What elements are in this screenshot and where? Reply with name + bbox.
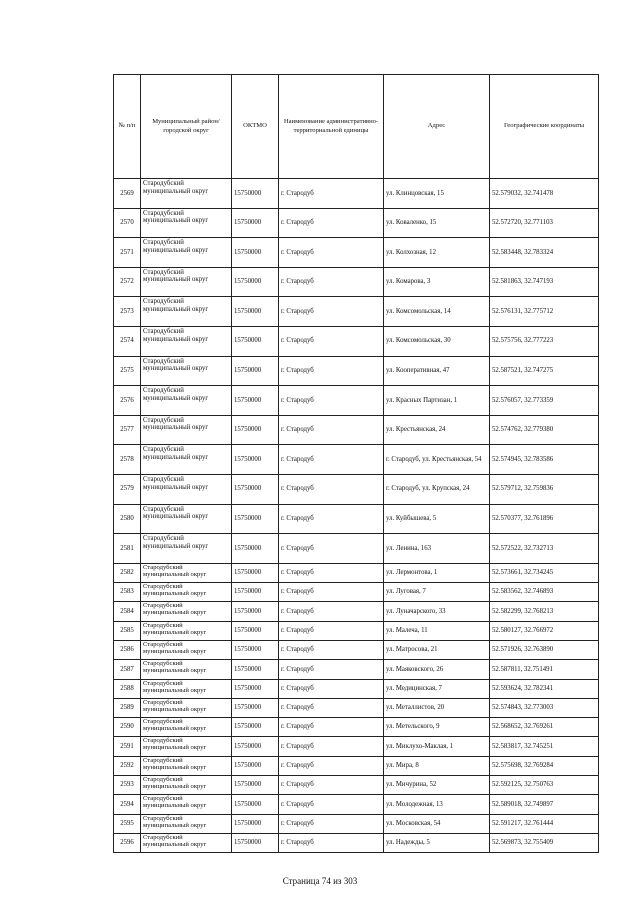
cell-number: 2581 bbox=[114, 534, 141, 564]
table-row bbox=[114, 660, 599, 679]
cell-address: ул. Ленина, 163 bbox=[384, 534, 490, 564]
cell-address: ул. Кооперативная, 47 bbox=[384, 356, 490, 386]
cell-unit: г. Стародуб bbox=[279, 326, 384, 356]
cell-address: ул. Красных Партизан, 1 bbox=[384, 386, 490, 416]
cell-number: 2593 bbox=[114, 775, 141, 794]
header-oktmo: ОКТМО bbox=[232, 75, 279, 179]
table-row bbox=[114, 356, 599, 386]
cell-coordinates: 52.589018, 32.749897 bbox=[490, 795, 599, 814]
cell-oktmo: 15750000 bbox=[232, 297, 279, 327]
table-row bbox=[114, 297, 599, 327]
cell-oktmo: 15750000 bbox=[232, 775, 279, 794]
cell-number: 2591 bbox=[114, 737, 141, 756]
cell-unit: г. Стародуб bbox=[279, 621, 384, 640]
cell-number: 2579 bbox=[114, 474, 141, 504]
table-row bbox=[114, 415, 599, 445]
cell-number: 2596 bbox=[114, 833, 141, 852]
cell-district: Стародубский муниципальный округ bbox=[141, 775, 232, 794]
cell-coordinates: 52.572522, 32.732713 bbox=[490, 534, 599, 564]
cell-district: Стародубский муниципальный округ bbox=[141, 833, 232, 852]
cell-coordinates: 52.583562, 32.746893 bbox=[490, 583, 599, 602]
cell-coordinates: 52.583448, 32.783324 bbox=[490, 238, 599, 268]
cell-unit: г. Стародуб bbox=[279, 814, 384, 833]
cell-number: 2580 bbox=[114, 504, 141, 534]
cell-coordinates: 52.582299, 32.768213 bbox=[490, 602, 599, 621]
cell-unit: г. Стародуб bbox=[279, 445, 384, 475]
cell-unit: г. Стародуб bbox=[279, 737, 384, 756]
cell-address: ул. Металлистов, 20 bbox=[384, 698, 490, 717]
cell-number: 2584 bbox=[114, 602, 141, 621]
cell-address: ул. Московская, 54 bbox=[384, 814, 490, 833]
cell-number: 2574 bbox=[114, 326, 141, 356]
cell-oktmo: 15750000 bbox=[232, 737, 279, 756]
cell-oktmo: 15750000 bbox=[232, 640, 279, 659]
cell-district: Стародубский муниципальный округ bbox=[141, 326, 232, 356]
cell-coordinates: 52.580127, 32.766972 bbox=[490, 621, 599, 640]
cell-district: Стародубский муниципальный округ bbox=[141, 640, 232, 659]
cell-coordinates: 52.571926, 32.763890 bbox=[490, 640, 599, 659]
cell-oktmo: 15750000 bbox=[232, 504, 279, 534]
cell-oktmo: 15750000 bbox=[232, 179, 279, 209]
cell-oktmo: 15750000 bbox=[232, 415, 279, 445]
cell-address: ул. Куйбышева, 5 bbox=[384, 504, 490, 534]
cell-unit: г. Стародуб bbox=[279, 563, 384, 582]
cell-oktmo: 15750000 bbox=[232, 326, 279, 356]
cell-unit: г. Стародуб bbox=[279, 718, 384, 737]
table-row bbox=[114, 756, 599, 775]
cell-coordinates: 52.568652, 32.769261 bbox=[490, 718, 599, 737]
table-row bbox=[114, 640, 599, 659]
cell-unit: г. Стародуб bbox=[279, 208, 384, 238]
cell-oktmo: 15750000 bbox=[232, 718, 279, 737]
cell-number: 2570 bbox=[114, 208, 141, 238]
cell-district: Стародубский муниципальный округ bbox=[141, 660, 232, 679]
table-row bbox=[114, 386, 599, 416]
table-row bbox=[114, 679, 599, 698]
cell-district: Стародубский муниципальный округ bbox=[141, 386, 232, 416]
cell-oktmo: 15750000 bbox=[232, 386, 279, 416]
cell-district: Стародубский муниципальный округ bbox=[141, 534, 232, 564]
cell-unit: г. Стародуб bbox=[279, 534, 384, 564]
cell-coordinates: 52.576131, 32.775712 bbox=[490, 297, 599, 327]
cell-coordinates: 52.575698, 32.769284 bbox=[490, 756, 599, 775]
cell-coordinates: 52.569873, 32.755409 bbox=[490, 833, 599, 852]
cell-address: ул. Надежды, 5 bbox=[384, 833, 490, 852]
table-row bbox=[114, 795, 599, 814]
cell-district: Стародубский муниципальный округ bbox=[141, 756, 232, 775]
cell-coordinates: 52.574843, 32.773003 bbox=[490, 698, 599, 717]
cell-district: Стародубский муниципальный округ bbox=[141, 621, 232, 640]
table-row bbox=[114, 737, 599, 756]
table-row bbox=[114, 621, 599, 640]
table-row bbox=[114, 563, 599, 582]
cell-number: 2592 bbox=[114, 756, 141, 775]
table-row bbox=[114, 602, 599, 621]
cell-district: Стародубский муниципальный округ bbox=[141, 795, 232, 814]
cell-coordinates: 52.576057, 32.773359 bbox=[490, 386, 599, 416]
cell-number: 2595 bbox=[114, 814, 141, 833]
table-row bbox=[114, 179, 599, 209]
cell-district: Стародубский муниципальный округ bbox=[141, 297, 232, 327]
cell-address: г. Стародуб, ул. Крупская, 24 bbox=[384, 474, 490, 504]
cell-coordinates: 52.593624, 32.782341 bbox=[490, 679, 599, 698]
page-number: Страница 74 из 303 bbox=[282, 876, 358, 886]
cell-unit: г. Стародуб bbox=[279, 698, 384, 717]
cell-number: 2589 bbox=[114, 698, 141, 717]
cell-district: Стародубский муниципальный округ bbox=[141, 563, 232, 582]
cell-unit: г. Стародуб bbox=[279, 833, 384, 852]
cell-district: Стародубский муниципальный округ bbox=[141, 718, 232, 737]
cell-coordinates: 52.583817, 32.745251 bbox=[490, 737, 599, 756]
cell-number: 2590 bbox=[114, 718, 141, 737]
cell-address: ул. Комарова, 3 bbox=[384, 267, 490, 297]
cell-coordinates: 52.572720, 32.771103 bbox=[490, 208, 599, 238]
cell-district: Стародубский муниципальный округ bbox=[141, 583, 232, 602]
cell-oktmo: 15750000 bbox=[232, 814, 279, 833]
cell-address: г. Стародуб, ул. Крестьянская, 54 bbox=[384, 445, 490, 475]
cell-number: 2569 bbox=[114, 179, 141, 209]
cell-number: 2594 bbox=[114, 795, 141, 814]
cell-oktmo: 15750000 bbox=[232, 445, 279, 475]
cell-district: Стародубский муниципальный округ bbox=[141, 238, 232, 268]
cell-unit: г. Стародуб bbox=[279, 640, 384, 659]
cell-number: 2587 bbox=[114, 660, 141, 679]
cell-oktmo: 15750000 bbox=[232, 356, 279, 386]
cell-unit: г. Стародуб bbox=[279, 238, 384, 268]
cell-district: Стародубский муниципальный округ bbox=[141, 814, 232, 833]
cell-unit: г. Стародуб bbox=[279, 267, 384, 297]
cell-district: Стародубский муниципальный округ bbox=[141, 679, 232, 698]
table-row bbox=[114, 504, 599, 534]
cell-coordinates: 52.579032, 32.741478 bbox=[490, 179, 599, 209]
cell-coordinates: 52.581863, 32.747193 bbox=[490, 267, 599, 297]
cell-oktmo: 15750000 bbox=[232, 621, 279, 640]
cell-oktmo: 15750000 bbox=[232, 756, 279, 775]
cell-unit: г. Стародуб bbox=[279, 775, 384, 794]
cell-coordinates: 52.579712, 32.759836 bbox=[490, 474, 599, 504]
cell-number: 2573 bbox=[114, 297, 141, 327]
cell-number: 2572 bbox=[114, 267, 141, 297]
cell-coordinates: 52.573661, 32.734245 bbox=[490, 563, 599, 582]
cell-district: Стародубский муниципальный округ bbox=[141, 179, 232, 209]
header-address: Адрес bbox=[384, 75, 490, 179]
table-row bbox=[114, 698, 599, 717]
cell-address: ул. Мичурина, 52 bbox=[384, 775, 490, 794]
cell-unit: г. Стародуб bbox=[279, 756, 384, 775]
cell-number: 2582 bbox=[114, 563, 141, 582]
table-body bbox=[114, 179, 599, 853]
cell-number: 2575 bbox=[114, 356, 141, 386]
table-row bbox=[114, 814, 599, 833]
cell-number: 2586 bbox=[114, 640, 141, 659]
cell-coordinates: 52.574762, 32.779380 bbox=[490, 415, 599, 445]
cell-coordinates: 52.570377, 32.761896 bbox=[490, 504, 599, 534]
table-row bbox=[114, 583, 599, 602]
cell-oktmo: 15750000 bbox=[232, 534, 279, 564]
cell-unit: г. Стародуб bbox=[279, 679, 384, 698]
cell-coordinates: 52.574945, 32.783586 bbox=[490, 445, 599, 475]
cell-number: 2577 bbox=[114, 415, 141, 445]
cell-unit: г. Стародуб bbox=[279, 179, 384, 209]
cell-district: Стародубский муниципальный округ bbox=[141, 698, 232, 717]
cell-address: ул. Матросова, 21 bbox=[384, 640, 490, 659]
table-row bbox=[114, 833, 599, 852]
cell-oktmo: 15750000 bbox=[232, 238, 279, 268]
table-row bbox=[114, 326, 599, 356]
cell-oktmo: 15750000 bbox=[232, 208, 279, 238]
cell-unit: г. Стародуб bbox=[279, 474, 384, 504]
cell-address: ул. Коваленко, 15 bbox=[384, 208, 490, 238]
cell-address: ул. Клинцовская, 15 bbox=[384, 179, 490, 209]
cell-number: 2578 bbox=[114, 445, 141, 475]
cell-address: ул. Комсомольская, 30 bbox=[384, 326, 490, 356]
header-coords: Географические координаты bbox=[490, 75, 599, 179]
cell-oktmo: 15750000 bbox=[232, 474, 279, 504]
cell-district: Стародубский муниципальный округ bbox=[141, 445, 232, 475]
cell-oktmo: 15750000 bbox=[232, 833, 279, 852]
cell-oktmo: 15750000 bbox=[232, 698, 279, 717]
table-row bbox=[114, 474, 599, 504]
cell-address: ул. Мира, 8 bbox=[384, 756, 490, 775]
cell-oktmo: 15750000 bbox=[232, 660, 279, 679]
cell-coordinates: 52.591217, 32.761444 bbox=[490, 814, 599, 833]
cell-district: Стародубский муниципальный округ bbox=[141, 737, 232, 756]
cell-address: ул. Миклухо-Маклая, 1 bbox=[384, 737, 490, 756]
table-row bbox=[114, 718, 599, 737]
cell-unit: г. Стародуб bbox=[279, 795, 384, 814]
cell-unit: г. Стародуб bbox=[279, 602, 384, 621]
cell-oktmo: 15750000 bbox=[232, 267, 279, 297]
cell-unit: г. Стародуб bbox=[279, 356, 384, 386]
cell-coordinates: 52.587811, 32.751491 bbox=[490, 660, 599, 679]
cell-number: 2571 bbox=[114, 238, 141, 268]
cell-oktmo: 15750000 bbox=[232, 795, 279, 814]
cell-address: ул. Луговая, 7 bbox=[384, 583, 490, 602]
cell-address: ул. Маяковского, 26 bbox=[384, 660, 490, 679]
table-row bbox=[114, 238, 599, 268]
cell-coordinates: 52.575756, 32.777223 bbox=[490, 326, 599, 356]
cell-oktmo: 15750000 bbox=[232, 563, 279, 582]
cell-oktmo: 15750000 bbox=[232, 602, 279, 621]
cell-unit: г. Стародуб bbox=[279, 583, 384, 602]
cell-address: ул. Молодежная, 13 bbox=[384, 795, 490, 814]
cell-district: Стародубский муниципальный округ bbox=[141, 504, 232, 534]
cell-coordinates: 52.587521, 32.747275 bbox=[490, 356, 599, 386]
header-unit: Наименование административно-территориальной единицы bbox=[279, 75, 384, 179]
cell-address: ул. Метельского, 9 bbox=[384, 718, 490, 737]
cell-unit: г. Стародуб bbox=[279, 504, 384, 534]
header-district: Муниципальный район/городской округ bbox=[141, 75, 232, 179]
cell-address: ул. Малеча, 11 bbox=[384, 621, 490, 640]
cell-address: ул. Комсомольская, 14 bbox=[384, 297, 490, 327]
cell-coordinates: 52.592125, 32.750763 bbox=[490, 775, 599, 794]
cell-unit: г. Стародуб bbox=[279, 386, 384, 416]
cell-district: Стародубский муниципальный округ bbox=[141, 474, 232, 504]
table-header-row bbox=[114, 75, 599, 179]
cell-unit: г. Стародуб bbox=[279, 415, 384, 445]
header-num: № п/п bbox=[114, 75, 141, 179]
locations-table bbox=[113, 74, 599, 853]
table-row bbox=[114, 775, 599, 794]
cell-oktmo: 15750000 bbox=[232, 583, 279, 602]
cell-number: 2576 bbox=[114, 386, 141, 416]
cell-address: ул. Лермонтова, 1 bbox=[384, 563, 490, 582]
cell-oktmo: 15750000 bbox=[232, 679, 279, 698]
cell-district: Стародубский муниципальный округ bbox=[141, 267, 232, 297]
table-row bbox=[114, 267, 599, 297]
cell-unit: г. Стародуб bbox=[279, 660, 384, 679]
cell-district: Стародубский муниципальный округ bbox=[141, 602, 232, 621]
cell-address: ул. Колхозная, 12 bbox=[384, 238, 490, 268]
table-row bbox=[114, 534, 599, 564]
cell-number: 2588 bbox=[114, 679, 141, 698]
cell-unit: г. Стародуб bbox=[279, 297, 384, 327]
cell-district: Стародубский муниципальный округ bbox=[141, 415, 232, 445]
cell-address: ул. Крестьянская, 24 bbox=[384, 415, 490, 445]
table-row bbox=[114, 445, 599, 475]
table-row bbox=[114, 208, 599, 238]
cell-address: ул. Луначарского, 33 bbox=[384, 602, 490, 621]
cell-district: Стародубский муниципальный округ bbox=[141, 208, 232, 238]
cell-number: 2585 bbox=[114, 621, 141, 640]
cell-address: ул. Медицинская, 7 bbox=[384, 679, 490, 698]
cell-number: 2583 bbox=[114, 583, 141, 602]
cell-district: Стародубский муниципальный округ bbox=[141, 356, 232, 386]
